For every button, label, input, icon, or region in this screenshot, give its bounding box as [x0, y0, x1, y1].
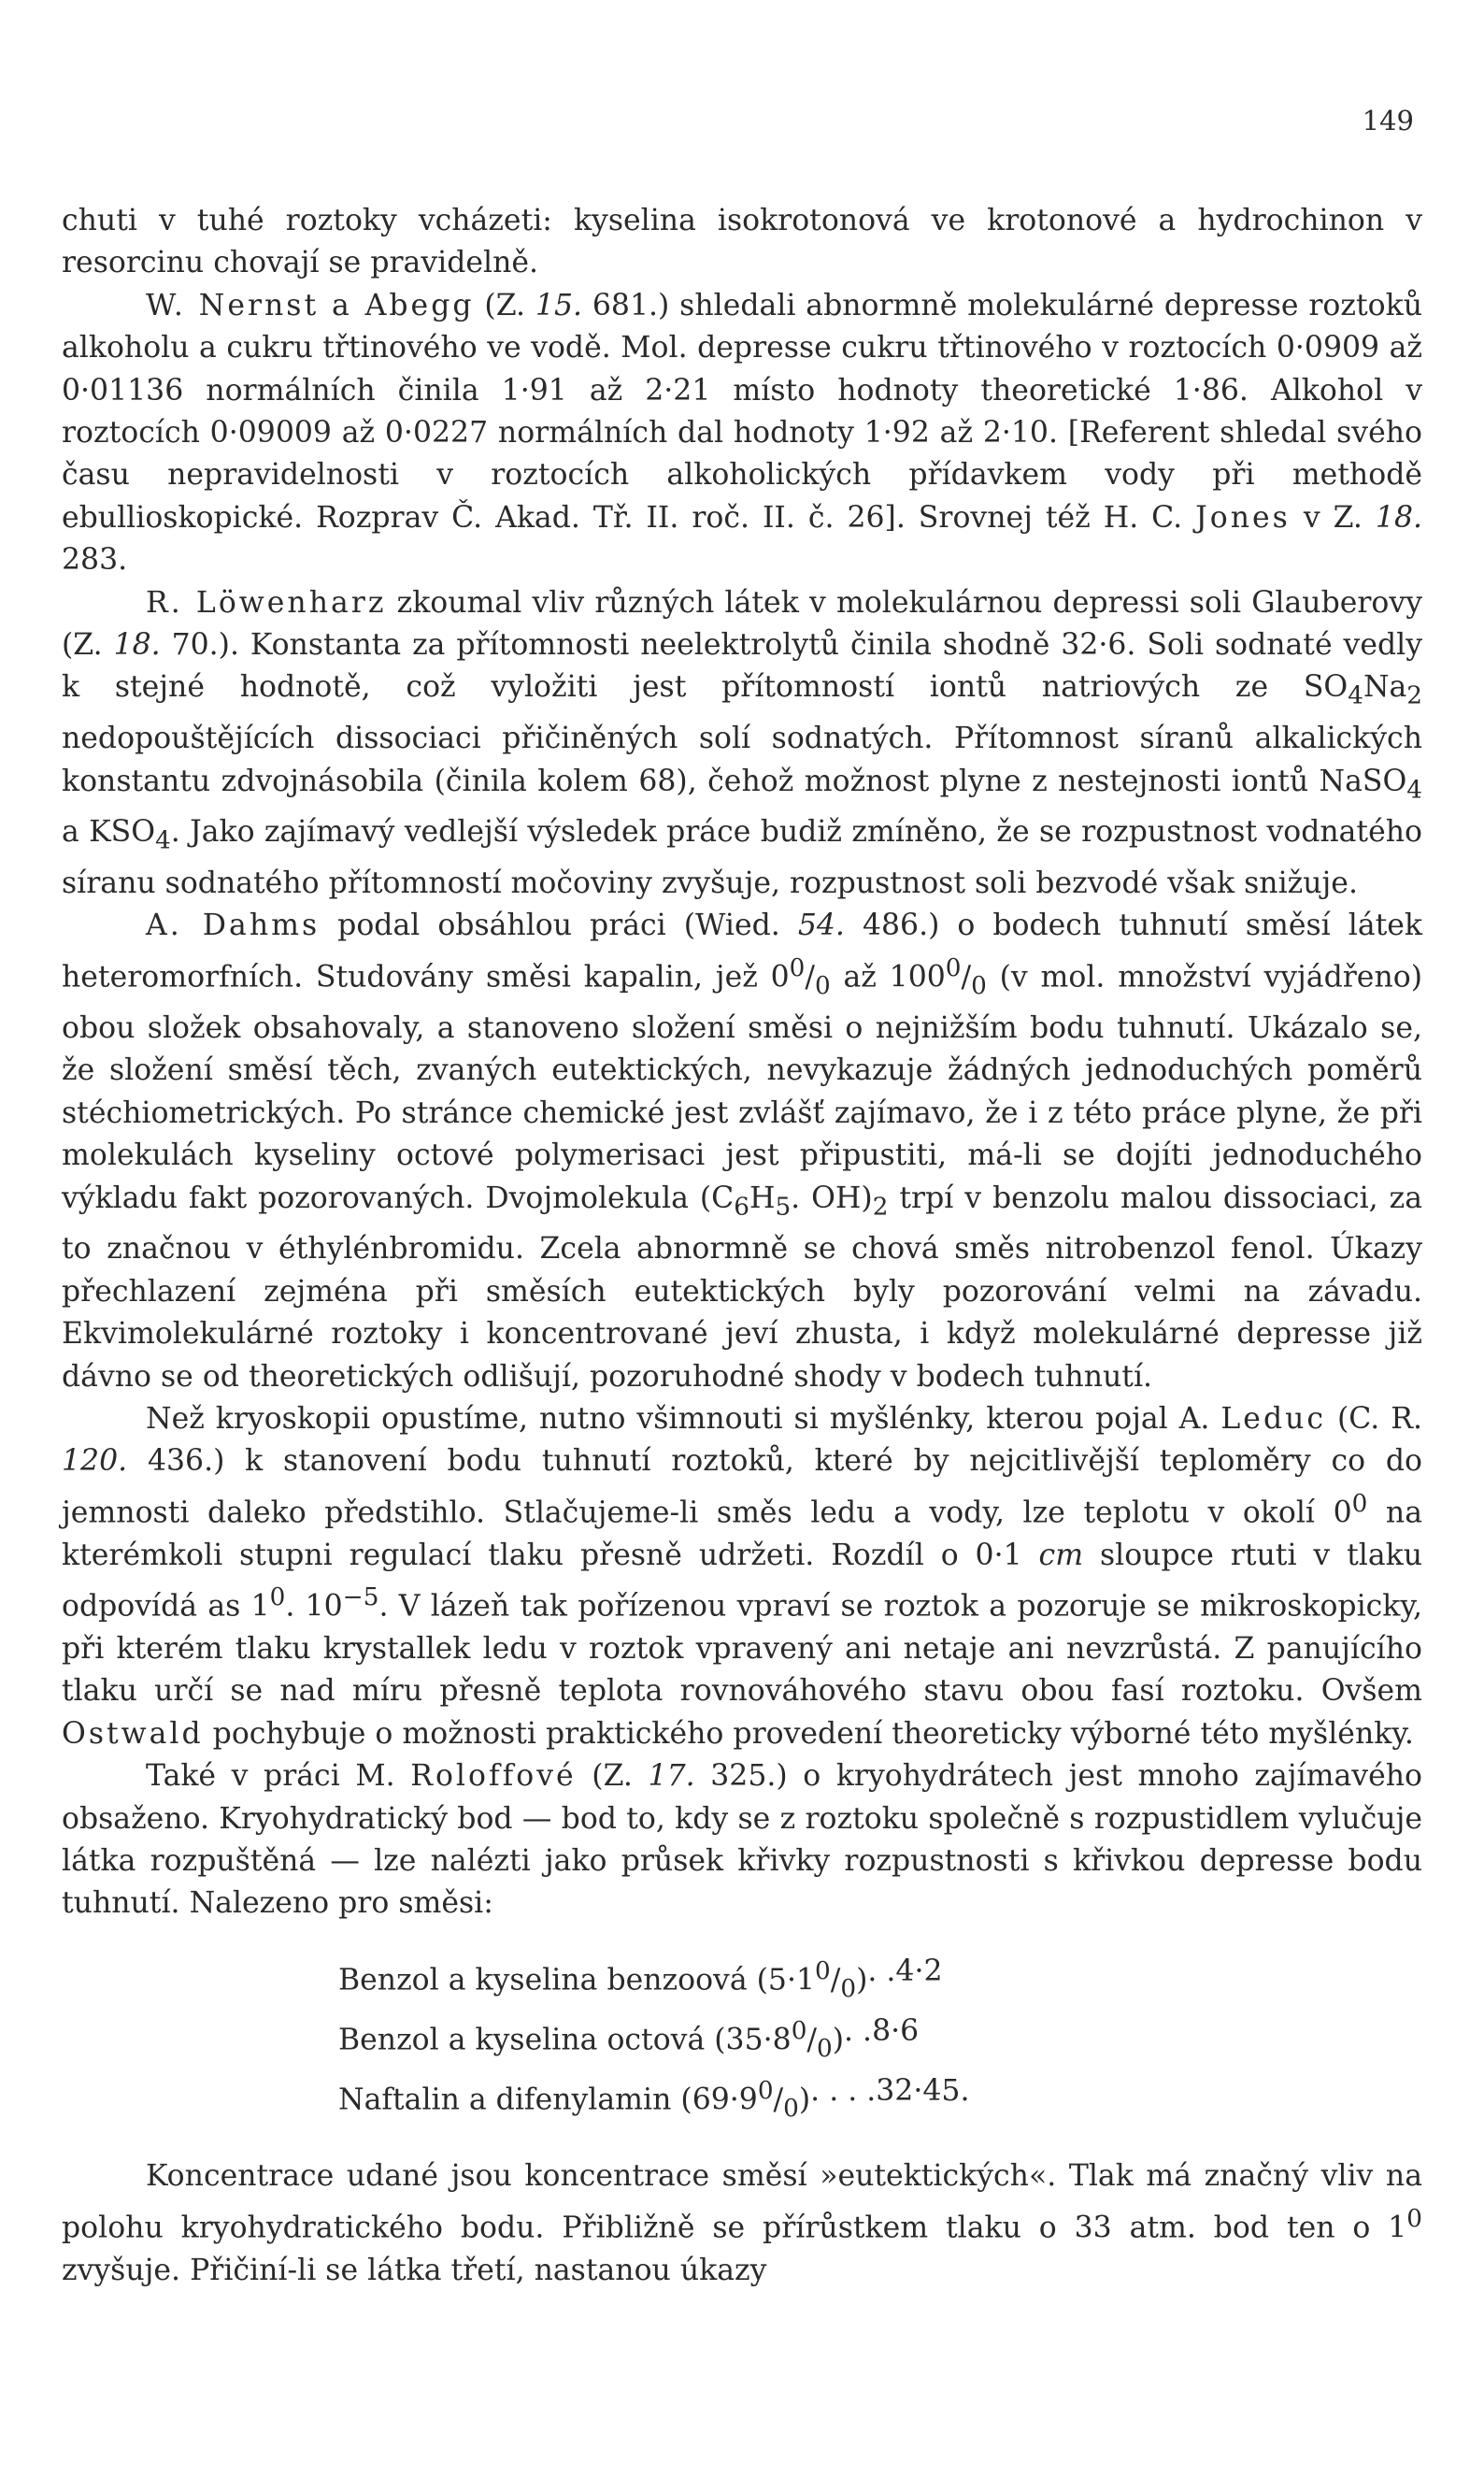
volume-ref: 15.: [535, 288, 583, 322]
paragraph: [62, 2155, 1422, 2292]
text-run: zvyšuje. Přičiní-li se látka třetí, nastanou úkazy: [62, 2253, 767, 2287]
author-name: Roloffové: [410, 1759, 577, 1794]
volume-ref: 54.: [797, 909, 845, 943]
text-run: Také v práci M.: [146, 1759, 411, 1794]
text-run: 70.). Konstanta za přítomnosti neelektrolytů činila shodně 32·6. Soli sodnaté vedly k stejné hodnotě, což vyložiti jest přítomností iontů natriových ze SO: [62, 628, 1422, 705]
text-run: 4: [1348, 681, 1363, 710]
text-run: trpí v benzolu malou dissociaci, za to značnou v éthylénbromidu. Zcela abnormně se chová směs nitrobenzol fenol. Úkazy přechlazení zejména při směsích eutektických byly pozorování velmi na závadu. Ekvimolekulárné roztoky i koncentrované jeví zhusta, i když molekulárné depresse již dávno se od theoretických odlišují, pozoruhodné shody v bodech tuhnutí.: [62, 1181, 1422, 1394]
text-run: . 10: [285, 1589, 343, 1624]
text-run: nedopouštějících dissociaci přičiněných solí sodnatých. Přítomnost síranů alkalických konstantu zdvojnásobila (činila kolem 68), čehož možnost plyne z nestejnosti iontů NaSO: [62, 722, 1422, 798]
text-run: (Z.: [576, 1759, 649, 1794]
text-run: 0: [814, 971, 831, 1000]
volume-ref: 120.: [62, 1444, 128, 1479]
text-run: sloupce rtuti v tlaku odpovídá as 1: [62, 1538, 1422, 1624]
mixture-value: 32·45.: [876, 2074, 970, 2109]
text-run: a KSO: [62, 815, 156, 850]
mixture-name: Benzol a kyselina benzoová $(5\cdot 1^0/_0)$: [338, 1956, 868, 2003]
text-run: 2: [872, 1192, 889, 1221]
text-run: 436.) k stanovení bodu tuhnutí roztoků, které by nejcitlivější teploměry co do jemnosti daleko předstihlo. Stlačujeme-li směs ledu a vody, lze teplotu v okolí 0: [62, 1444, 1422, 1530]
author-name: W. Nernst a Abegg: [146, 288, 475, 322]
paragraph: [62, 1398, 1422, 1755]
mixture-value: 4·2: [895, 1954, 943, 1988]
text-run: 0: [1406, 2204, 1422, 2233]
author-name: Ostwald: [62, 1716, 204, 1751]
page-number: 149: [1362, 105, 1414, 136]
table-row: [338, 1951, 1422, 2011]
author-name: Jones: [1195, 500, 1291, 535]
text-run: 0: [1351, 1489, 1368, 1518]
text-run: pochybuje o možnosti praktického provedení theoreticky výborné této myšlénky.: [203, 1716, 1414, 1751]
text-run: 4: [155, 826, 171, 855]
volume-ref: 17.: [648, 1759, 695, 1794]
paragraph: [62, 582, 1422, 906]
text-run: 0: [269, 1583, 286, 1612]
leader-dots: . .: [844, 2014, 873, 2049]
text-run: podal obsáhlou práci (Wied.: [320, 909, 798, 943]
text-run: . Jako zajímavý vedlejší výsledek práce budiž zmíněno, že se rozpustnost vodnatého síranu sodnatého přítomností močoviny zvyšuje, rozpustnost soli bezvodé však snižuje.: [62, 815, 1422, 900]
paragraph: [62, 1755, 1422, 1926]
text-run: 681.) shledali abnormně molekulárné depresse roztoků alkoholu a cukru třtinového ve vodě. Mol. depresse cukru třtinového v roztocích 0·0909 až 0·01136 normálních činila 1·91 až 2·21 místo hodnoty theoretické 1·86. Alkohol v roztocích 0·09009 až 0·0227 normálních dal hodnoty 1·92 až 2·10. [Referent shledal svého času nepravidelnosti v roztocích alkoholických přídavkem vody při methodě ebullioskopické. Rozprav Č. Akad. Tř. II. roč. II. č. 26]. Srovnej též H. C.: [62, 288, 1422, 535]
text-run: (Z.: [474, 288, 535, 322]
text-run: zkoumal vliv různých látek v molekulárnou depressi soli Glauberovy (Z.: [62, 585, 1422, 663]
text-run: 0: [789, 953, 806, 982]
text-run: H: [749, 1181, 776, 1215]
text-run: 486.) o bodech tuhnutí směsí látek heteromorfních. Studovány směsi kapalin, jež 0: [62, 909, 1422, 995]
text-run: /: [805, 960, 815, 995]
paragraph: [62, 905, 1422, 1398]
text-run: 325.) o kryohydrátech jest mnoho zajímavého obsaženo. Kryohydratický bod — bod to, kdy se z roztoku společně s rozpustidlem vylučuje látka rozpuštěná — lze nalézti jako průsek křivky rozpustnosti s křivkou depresse bodu tuhnutí. Nalezeno pro směsi:: [62, 1759, 1422, 1921]
mixture-value: 8·6: [872, 2014, 920, 2049]
text-run: na kterémkoli stupni regulací tlaku přesně udržeti. Rozdíl o 0·1: [62, 1496, 1422, 1572]
text-run: 4: [1406, 775, 1422, 804]
leader-dots: . .: [867, 1954, 896, 1988]
text-run: 283.: [62, 543, 128, 578]
author-name: R. Löwenharz: [146, 585, 387, 620]
table-row: [338, 2011, 1422, 2070]
text-run: Koncentrace udané jsou koncentrace směsí »eutektických«. Tlak má značný vliv na polohu kryohydratického bodu. Přibližně se přírůstkem tlaku o 33 atm. bod ten o 1: [62, 2159, 1422, 2245]
mixture-table: [338, 1951, 1422, 2131]
volume-ref: cm: [1038, 1538, 1084, 1572]
text-run: (v mol. množství vyjádřeno) obou složek obsahovaly, a stanoveno složení směsi o nejnižším bodu tuhnutí. Ukázalo se, že složení směsí těch, zvaných eutektických, nevykazuje žádných jednoduchých poměrů stéchiometrických. Po stránce chemické jest zvlášť zajímavo, že i z této práce plyne, že při molekulách kyseliny octové polymerisaci jest připustiti, má-li se dojíti jednoduchého výkladu fakt pozorovaných. Dvojmolekula (C: [62, 960, 1422, 1215]
paragraphs: [62, 200, 1422, 1926]
text-run: v Z.: [1290, 500, 1376, 535]
text-run: Na: [1363, 670, 1407, 705]
table-row: [338, 2070, 1422, 2130]
text-run: Než kryoskopii opustíme, nutno všimnouti si myšlénky, kterou pojal A.: [146, 1401, 1221, 1436]
mixture-name: Naftalin a difenylamin $(69\cdot 9^0/_0)$: [338, 2077, 811, 2124]
closing-paragraph-container: [62, 2155, 1422, 2292]
page-body: [62, 200, 1422, 2292]
text-run: 2: [1406, 681, 1422, 710]
text-run: 0: [971, 971, 987, 1000]
author-name: Leduc: [1220, 1401, 1327, 1436]
leader-dots: . . . .: [810, 2074, 877, 2109]
text-run: . OH): [791, 1181, 873, 1215]
paragraph: [62, 285, 1422, 582]
paragraph: [62, 200, 1422, 285]
text-run: −5: [342, 1583, 379, 1612]
text-run: 6: [734, 1192, 749, 1221]
text-run: /: [961, 960, 972, 995]
text-run: (C. R.: [1326, 1401, 1422, 1436]
text-run: . V lázeň tak pořízenou vpraví se roztok a pozoruje se mikroskopicky, při kterém tlaku krystallek ledu v roztok vpravený ani netaje ani nevzrůstá. Z panujícího tlaku určí se nad míru přesně teplota rovnováhového stavu obou fasí roztoku. Ovšem: [62, 1589, 1423, 1709]
mixture-name: Benzol a kyselina octová $(35\cdot 8^0/_0)$: [338, 2017, 845, 2063]
text-run: až 100: [830, 960, 946, 995]
volume-ref: 18.: [113, 628, 161, 663]
author-name: A. Dahms: [146, 909, 321, 943]
text-run: chuti v tuhé roztoky vcházeti: kyselina isokrotonová ve krotonové a hydrochinon v resorcinu chovají se pravidelně.: [62, 204, 1422, 280]
text-run: 5: [775, 1192, 792, 1221]
volume-ref: 18.: [1375, 500, 1423, 535]
text-run: 0: [945, 953, 962, 982]
